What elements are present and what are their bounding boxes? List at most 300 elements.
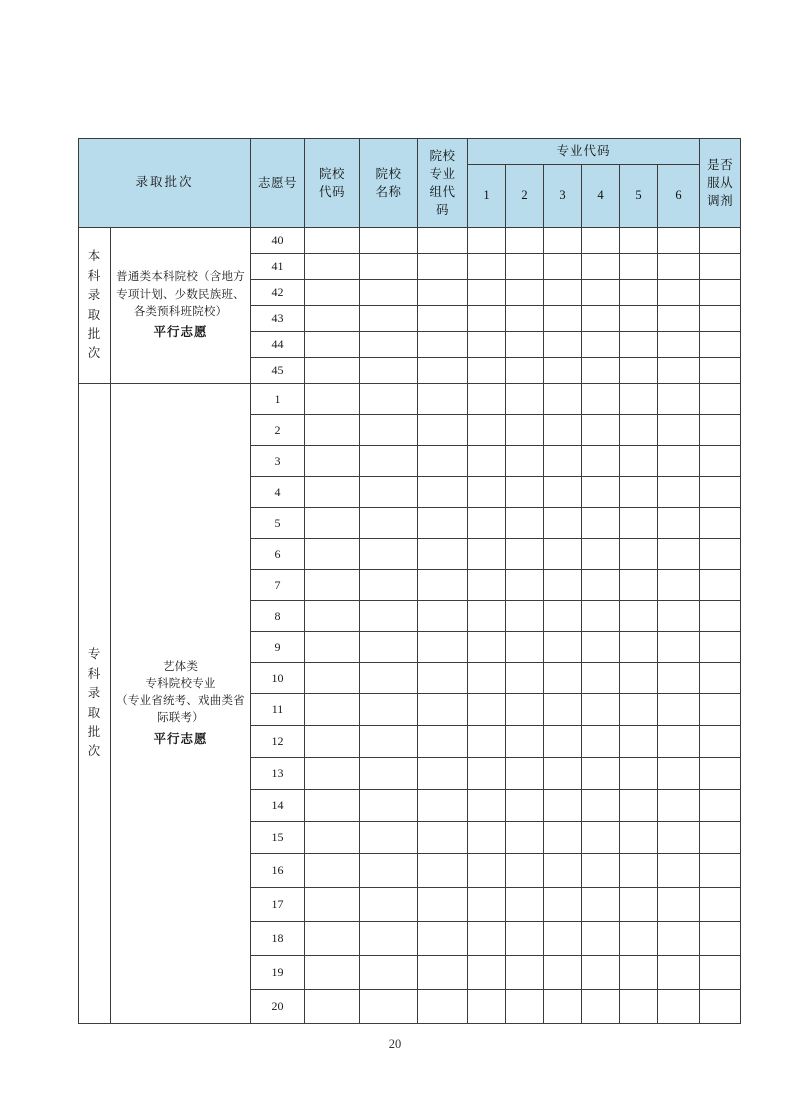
- school-major-group-code-cell[interactable]: [418, 384, 468, 415]
- major-code-cell-3[interactable]: [544, 990, 582, 1024]
- school-name-cell[interactable]: [360, 539, 418, 570]
- major-code-cell-4[interactable]: [582, 632, 620, 663]
- school-code-cell[interactable]: [305, 332, 360, 358]
- obey-adjustment-cell[interactable]: [700, 332, 741, 358]
- obey-adjustment-cell[interactable]: [700, 854, 741, 888]
- major-code-cell-4[interactable]: [582, 726, 620, 758]
- major-code-cell-5[interactable]: [620, 854, 658, 888]
- major-code-cell-1[interactable]: [468, 990, 506, 1024]
- obey-adjustment-cell[interactable]: [700, 384, 741, 415]
- major-code-cell-1[interactable]: [468, 358, 506, 384]
- major-code-cell-5[interactable]: [620, 601, 658, 632]
- school-major-group-code-cell[interactable]: [418, 228, 468, 254]
- major-code-cell-2[interactable]: [506, 228, 544, 254]
- obey-adjustment-cell[interactable]: [700, 358, 741, 384]
- school-major-group-code-cell[interactable]: [418, 508, 468, 539]
- major-code-cell-2[interactable]: [506, 888, 544, 922]
- school-code-cell[interactable]: [305, 758, 360, 790]
- school-major-group-code-cell[interactable]: [418, 539, 468, 570]
- major-code-cell-3[interactable]: [544, 306, 582, 332]
- major-code-cell-6[interactable]: [658, 228, 700, 254]
- obey-adjustment-cell[interactable]: [700, 570, 741, 601]
- major-code-cell-5[interactable]: [620, 570, 658, 601]
- school-major-group-code-cell[interactable]: [418, 358, 468, 384]
- school-name-cell[interactable]: [360, 477, 418, 508]
- major-code-cell-3[interactable]: [544, 694, 582, 726]
- major-code-cell-6[interactable]: [658, 570, 700, 601]
- major-code-cell-1[interactable]: [468, 508, 506, 539]
- school-code-cell[interactable]: [305, 922, 360, 956]
- major-code-cell-1[interactable]: [468, 280, 506, 306]
- major-code-cell-5[interactable]: [620, 280, 658, 306]
- obey-adjustment-cell[interactable]: [700, 694, 741, 726]
- major-code-cell-4[interactable]: [582, 694, 620, 726]
- major-code-cell-3[interactable]: [544, 601, 582, 632]
- school-major-group-code-cell[interactable]: [418, 956, 468, 990]
- school-code-cell[interactable]: [305, 790, 360, 822]
- major-code-cell-2[interactable]: [506, 990, 544, 1024]
- school-major-group-code-cell[interactable]: [418, 663, 468, 694]
- major-code-cell-3[interactable]: [544, 822, 582, 854]
- major-code-cell-5[interactable]: [620, 415, 658, 446]
- school-major-group-code-cell[interactable]: [418, 726, 468, 758]
- major-code-cell-2[interactable]: [506, 601, 544, 632]
- major-code-cell-4[interactable]: [582, 415, 620, 446]
- obey-adjustment-cell[interactable]: [700, 477, 741, 508]
- major-code-cell-6[interactable]: [658, 694, 700, 726]
- table-header: [79, 139, 741, 228]
- major-code-cell-3[interactable]: [544, 280, 582, 306]
- school-major-group-code-cell[interactable]: [418, 694, 468, 726]
- school-code-cell[interactable]: [305, 632, 360, 663]
- major-code-cell-6[interactable]: [658, 822, 700, 854]
- major-code-cell-5[interactable]: [620, 790, 658, 822]
- school-name-cell[interactable]: [360, 446, 418, 477]
- major-code-cell-2[interactable]: [506, 822, 544, 854]
- major-code-cell-1[interactable]: [468, 758, 506, 790]
- major-code-cell-3[interactable]: [544, 758, 582, 790]
- school-code-cell[interactable]: [305, 358, 360, 384]
- school-code-cell[interactable]: [305, 306, 360, 332]
- school-name-cell[interactable]: [360, 888, 418, 922]
- header-row-1: [79, 139, 741, 165]
- obey-adjustment-cell[interactable]: [700, 990, 741, 1024]
- batch-label-text: [79, 384, 110, 1023]
- major-code-cell-6[interactable]: [658, 254, 700, 280]
- major-code-cell-5[interactable]: [620, 228, 658, 254]
- major-code-cell-1[interactable]: [468, 694, 506, 726]
- major-code-cell-5[interactable]: [620, 632, 658, 663]
- major-code-cell-3[interactable]: [544, 332, 582, 358]
- header-school-code: 院校 代码: [305, 139, 360, 228]
- school-major-group-code-cell[interactable]: [418, 306, 468, 332]
- major-code-cell-3[interactable]: [544, 477, 582, 508]
- major-code-cell-2[interactable]: [506, 477, 544, 508]
- school-major-group-code-cell[interactable]: [418, 922, 468, 956]
- major-code-cell-2[interactable]: [506, 254, 544, 280]
- obey-adjustment-cell[interactable]: [700, 922, 741, 956]
- major-code-cell-6[interactable]: [658, 306, 700, 332]
- major-code-cell-1[interactable]: [468, 922, 506, 956]
- major-code-cell-3[interactable]: [544, 790, 582, 822]
- major-code-cell-6[interactable]: [658, 280, 700, 306]
- obey-adjustment-cell[interactable]: [700, 726, 741, 758]
- major-code-cell-6[interactable]: [658, 332, 700, 358]
- major-code-cell-2[interactable]: [506, 726, 544, 758]
- school-code-cell[interactable]: [305, 990, 360, 1024]
- school-name-cell[interactable]: [360, 854, 418, 888]
- major-code-cell-5[interactable]: [620, 663, 658, 694]
- major-code-cell-4[interactable]: [582, 384, 620, 415]
- school-code-cell[interactable]: [305, 663, 360, 694]
- major-code-cell-3[interactable]: [544, 446, 582, 477]
- school-major-group-code-cell[interactable]: [418, 790, 468, 822]
- major-code-cell-6[interactable]: [658, 601, 700, 632]
- major-code-cell-6[interactable]: [658, 477, 700, 508]
- major-code-cell-5[interactable]: [620, 990, 658, 1024]
- major-code-cell-1[interactable]: [468, 790, 506, 822]
- major-code-cell-3[interactable]: [544, 508, 582, 539]
- major-code-cell-5[interactable]: [620, 446, 658, 477]
- sequence-number-cell: 17: [251, 888, 305, 922]
- obey-adjustment-cell[interactable]: [700, 956, 741, 990]
- major-code-cell-5[interactable]: [620, 254, 658, 280]
- header-major-code-4: 4: [582, 165, 620, 228]
- major-code-cell-1[interactable]: [468, 663, 506, 694]
- major-code-cell-6[interactable]: [658, 922, 700, 956]
- major-code-cell-2[interactable]: [506, 632, 544, 663]
- major-code-cell-5[interactable]: [620, 358, 658, 384]
- school-code-cell[interactable]: [305, 384, 360, 415]
- school-name-cell[interactable]: [360, 254, 418, 280]
- school-name-cell[interactable]: [360, 922, 418, 956]
- major-code-cell-4[interactable]: [582, 332, 620, 358]
- major-code-cell-1[interactable]: [468, 477, 506, 508]
- major-code-cell-3[interactable]: [544, 922, 582, 956]
- major-code-cell-1[interactable]: [468, 446, 506, 477]
- major-code-cell-2[interactable]: [506, 358, 544, 384]
- major-code-cell-2[interactable]: [506, 446, 544, 477]
- major-code-cell-4[interactable]: [582, 477, 620, 508]
- school-name-cell[interactable]: [360, 990, 418, 1024]
- school-code-cell[interactable]: [305, 570, 360, 601]
- major-code-cell-3[interactable]: [544, 726, 582, 758]
- major-code-cell-5[interactable]: [620, 384, 658, 415]
- major-code-cell-1[interactable]: [468, 632, 506, 663]
- school-name-cell[interactable]: [360, 663, 418, 694]
- obey-adjustment-cell[interactable]: [700, 280, 741, 306]
- major-code-cell-5[interactable]: [620, 822, 658, 854]
- major-code-cell-6[interactable]: [658, 790, 700, 822]
- major-code-cell-2[interactable]: [506, 539, 544, 570]
- major-code-cell-6[interactable]: [658, 726, 700, 758]
- school-name-cell[interactable]: [360, 758, 418, 790]
- school-major-group-code-cell[interactable]: [418, 570, 468, 601]
- batch-label-char: 批: [87, 724, 102, 739]
- major-code-cell-6[interactable]: [658, 663, 700, 694]
- school-code-cell[interactable]: [305, 415, 360, 446]
- major-code-cell-1[interactable]: [468, 306, 506, 332]
- school-major-group-code-cell[interactable]: [418, 601, 468, 632]
- school-name-cell[interactable]: [360, 726, 418, 758]
- major-code-cell-2[interactable]: [506, 663, 544, 694]
- major-code-cell-4[interactable]: [582, 854, 620, 888]
- batch-label-char: 录: [87, 288, 102, 303]
- school-code-cell[interactable]: [305, 539, 360, 570]
- major-code-cell-5[interactable]: [620, 508, 658, 539]
- school-name-cell[interactable]: [360, 332, 418, 358]
- obey-adjustment-cell[interactable]: [700, 758, 741, 790]
- major-code-cell-3[interactable]: [544, 888, 582, 922]
- school-code-cell[interactable]: [305, 822, 360, 854]
- sequence-number-cell: 14: [251, 790, 305, 822]
- school-name-cell[interactable]: [360, 632, 418, 663]
- school-major-group-code-cell[interactable]: [418, 822, 468, 854]
- school-name-cell[interactable]: [360, 415, 418, 446]
- major-code-cell-6[interactable]: [658, 384, 700, 415]
- major-code-cell-2[interactable]: [506, 922, 544, 956]
- school-name-cell[interactable]: [360, 601, 418, 632]
- major-code-cell-4[interactable]: [582, 922, 620, 956]
- sequence-number-cell: 7: [251, 570, 305, 601]
- description-emphasis: 平行志愿: [153, 325, 208, 339]
- major-code-cell-2[interactable]: [506, 956, 544, 990]
- obey-adjustment-cell[interactable]: [700, 415, 741, 446]
- major-code-cell-1[interactable]: [468, 726, 506, 758]
- major-code-cell-4[interactable]: [582, 280, 620, 306]
- batch-label-char: 取: [87, 705, 102, 720]
- major-code-cell-1[interactable]: [468, 854, 506, 888]
- major-code-cell-6[interactable]: [658, 632, 700, 663]
- school-code-cell[interactable]: [305, 888, 360, 922]
- major-code-cell-3[interactable]: [544, 663, 582, 694]
- school-name-cell[interactable]: [360, 570, 418, 601]
- school-major-group-code-cell[interactable]: [418, 280, 468, 306]
- major-code-cell-1[interactable]: [468, 956, 506, 990]
- school-major-group-code-cell[interactable]: [418, 446, 468, 477]
- school-name-cell[interactable]: [360, 508, 418, 539]
- major-code-cell-4[interactable]: [582, 446, 620, 477]
- description-line: （专业省统考、戏曲类省: [116, 695, 245, 708]
- major-code-cell-2[interactable]: [506, 570, 544, 601]
- major-code-cell-3[interactable]: [544, 854, 582, 888]
- major-code-cell-5[interactable]: [620, 726, 658, 758]
- obey-adjustment-cell[interactable]: [700, 508, 741, 539]
- obey-adjustment-cell[interactable]: [700, 446, 741, 477]
- major-code-cell-6[interactable]: [658, 990, 700, 1024]
- major-code-cell-2[interactable]: [506, 790, 544, 822]
- major-code-cell-2[interactable]: [506, 854, 544, 888]
- obey-adjustment-cell[interactable]: [700, 254, 741, 280]
- school-major-group-code-cell[interactable]: [418, 632, 468, 663]
- major-code-cell-5[interactable]: [620, 956, 658, 990]
- school-code-cell[interactable]: [305, 601, 360, 632]
- obey-adjustment-cell[interactable]: [700, 539, 741, 570]
- batch-label-char: 科: [87, 268, 102, 283]
- major-code-cell-4[interactable]: [582, 228, 620, 254]
- school-code-cell[interactable]: [305, 446, 360, 477]
- major-code-cell-1[interactable]: [468, 601, 506, 632]
- major-code-cell-2[interactable]: [506, 332, 544, 358]
- major-code-cell-3[interactable]: [544, 956, 582, 990]
- major-code-cell-1[interactable]: [468, 228, 506, 254]
- major-code-cell-4[interactable]: [582, 508, 620, 539]
- obey-adjustment-cell[interactable]: [700, 822, 741, 854]
- header-major-code-5: 5: [620, 165, 658, 228]
- major-code-cell-4[interactable]: [582, 663, 620, 694]
- major-code-cell-2[interactable]: [506, 508, 544, 539]
- major-code-cell-3[interactable]: [544, 228, 582, 254]
- sequence-number-cell: 19: [251, 956, 305, 990]
- sequence-number-cell: 45: [251, 358, 305, 384]
- sequence-number-cell: 10: [251, 663, 305, 694]
- major-code-cell-4[interactable]: [582, 790, 620, 822]
- major-code-cell-3[interactable]: [544, 254, 582, 280]
- major-code-cell-6[interactable]: [658, 539, 700, 570]
- major-code-cell-5[interactable]: [620, 888, 658, 922]
- volunteer-form-table: [78, 138, 741, 1024]
- major-code-cell-5[interactable]: [620, 694, 658, 726]
- major-code-cell-3[interactable]: [544, 415, 582, 446]
- major-code-cell-4[interactable]: [582, 601, 620, 632]
- major-code-cell-6[interactable]: [658, 854, 700, 888]
- major-code-cell-4[interactable]: [582, 254, 620, 280]
- major-code-cell-1[interactable]: [468, 415, 506, 446]
- school-name-cell[interactable]: [360, 358, 418, 384]
- school-major-group-code-cell[interactable]: [418, 477, 468, 508]
- major-code-cell-1[interactable]: [468, 539, 506, 570]
- school-name-cell[interactable]: [360, 306, 418, 332]
- school-code-cell[interactable]: [305, 508, 360, 539]
- school-code-cell[interactable]: [305, 477, 360, 508]
- school-major-group-code-cell[interactable]: [418, 415, 468, 446]
- school-name-cell[interactable]: [360, 384, 418, 415]
- major-code-cell-6[interactable]: [658, 956, 700, 990]
- major-code-cell-4[interactable]: [582, 888, 620, 922]
- header-school-major-group-code: 院校 专业 组代 码: [418, 139, 468, 228]
- major-code-cell-5[interactable]: [620, 758, 658, 790]
- major-code-cell-4[interactable]: [582, 822, 620, 854]
- major-code-cell-5[interactable]: [620, 306, 658, 332]
- major-code-cell-4[interactable]: [582, 306, 620, 332]
- obey-adjustment-cell[interactable]: [700, 601, 741, 632]
- obey-adjustment-cell[interactable]: [700, 888, 741, 922]
- major-code-cell-4[interactable]: [582, 758, 620, 790]
- school-code-cell[interactable]: [305, 228, 360, 254]
- major-code-cell-2[interactable]: [506, 758, 544, 790]
- obey-adjustment-cell[interactable]: [700, 632, 741, 663]
- major-code-cell-5[interactable]: [620, 539, 658, 570]
- school-code-cell[interactable]: [305, 726, 360, 758]
- major-code-cell-1[interactable]: [468, 822, 506, 854]
- header-sequence: 志愿号: [251, 139, 305, 228]
- major-code-cell-1[interactable]: [468, 254, 506, 280]
- school-code-cell[interactable]: [305, 956, 360, 990]
- school-major-group-code-cell[interactable]: [418, 758, 468, 790]
- major-code-cell-6[interactable]: [658, 446, 700, 477]
- major-code-cell-1[interactable]: [468, 888, 506, 922]
- major-code-cell-3[interactable]: [544, 570, 582, 601]
- obey-adjustment-cell[interactable]: [700, 663, 741, 694]
- major-code-cell-4[interactable]: [582, 990, 620, 1024]
- major-code-cell-1[interactable]: [468, 384, 506, 415]
- major-code-cell-2[interactable]: [506, 306, 544, 332]
- batch-label-char: 录: [87, 686, 102, 701]
- major-code-cell-2[interactable]: [506, 694, 544, 726]
- major-code-cell-6[interactable]: [658, 508, 700, 539]
- major-code-cell-5[interactable]: [620, 477, 658, 508]
- major-code-cell-1[interactable]: [468, 332, 506, 358]
- major-code-cell-3[interactable]: [544, 632, 582, 663]
- school-name-cell[interactable]: [360, 956, 418, 990]
- school-code-cell[interactable]: [305, 254, 360, 280]
- major-code-cell-2[interactable]: [506, 280, 544, 306]
- major-code-cell-6[interactable]: [658, 358, 700, 384]
- major-code-cell-4[interactable]: [582, 570, 620, 601]
- description-emphasis: 平行志愿: [153, 731, 208, 746]
- school-major-group-code-cell[interactable]: [418, 990, 468, 1024]
- sequence-number-cell: 6: [251, 539, 305, 570]
- major-code-cell-4[interactable]: [582, 358, 620, 384]
- sequence-number-cell: 9: [251, 632, 305, 663]
- major-code-cell-3[interactable]: [544, 358, 582, 384]
- header-major-code-group: 专业代码: [468, 139, 700, 165]
- school-code-cell[interactable]: [305, 280, 360, 306]
- description-line: 专科院校专业: [145, 677, 216, 690]
- major-code-cell-5[interactable]: [620, 922, 658, 956]
- school-major-group-code-cell[interactable]: [418, 254, 468, 280]
- major-code-cell-6[interactable]: [658, 888, 700, 922]
- obey-adjustment-cell[interactable]: [700, 306, 741, 332]
- major-code-cell-2[interactable]: [506, 415, 544, 446]
- major-code-cell-3[interactable]: [544, 539, 582, 570]
- school-major-group-code-cell[interactable]: [418, 854, 468, 888]
- school-name-cell[interactable]: [360, 822, 418, 854]
- batch-label-char: 专: [87, 647, 102, 662]
- major-code-cell-6[interactable]: [658, 415, 700, 446]
- sequence-number-cell: 2: [251, 415, 305, 446]
- batch-label-1: [79, 228, 111, 384]
- major-code-cell-1[interactable]: [468, 570, 506, 601]
- major-code-cell-2[interactable]: [506, 384, 544, 415]
- header-major-code-1: 1: [468, 165, 506, 228]
- major-code-cell-4[interactable]: [582, 956, 620, 990]
- obey-adjustment-cell[interactable]: [700, 228, 741, 254]
- school-name-cell[interactable]: [360, 694, 418, 726]
- sequence-number-cell: 40: [251, 228, 305, 254]
- header-major-code-3: 3: [544, 165, 582, 228]
- major-code-cell-5[interactable]: [620, 332, 658, 358]
- major-code-cell-3[interactable]: [544, 384, 582, 415]
- obey-adjustment-cell[interactable]: [700, 790, 741, 822]
- table-row: [79, 384, 741, 415]
- school-code-cell[interactable]: [305, 694, 360, 726]
- school-name-cell[interactable]: [360, 280, 418, 306]
- major-code-cell-4[interactable]: [582, 539, 620, 570]
- school-major-group-code-cell[interactable]: [418, 332, 468, 358]
- sequence-number-cell: 41: [251, 254, 305, 280]
- batch-description-text: [111, 269, 250, 342]
- description-line: 各类预科班院校）: [133, 305, 228, 318]
- school-name-cell[interactable]: [360, 790, 418, 822]
- school-name-cell[interactable]: [360, 228, 418, 254]
- sequence-number-cell: 15: [251, 822, 305, 854]
- description-line: 艺体类: [162, 660, 199, 673]
- school-code-cell[interactable]: [305, 854, 360, 888]
- school-major-group-code-cell[interactable]: [418, 888, 468, 922]
- batch-label-char: 取: [87, 307, 102, 322]
- major-code-cell-6[interactable]: [658, 758, 700, 790]
